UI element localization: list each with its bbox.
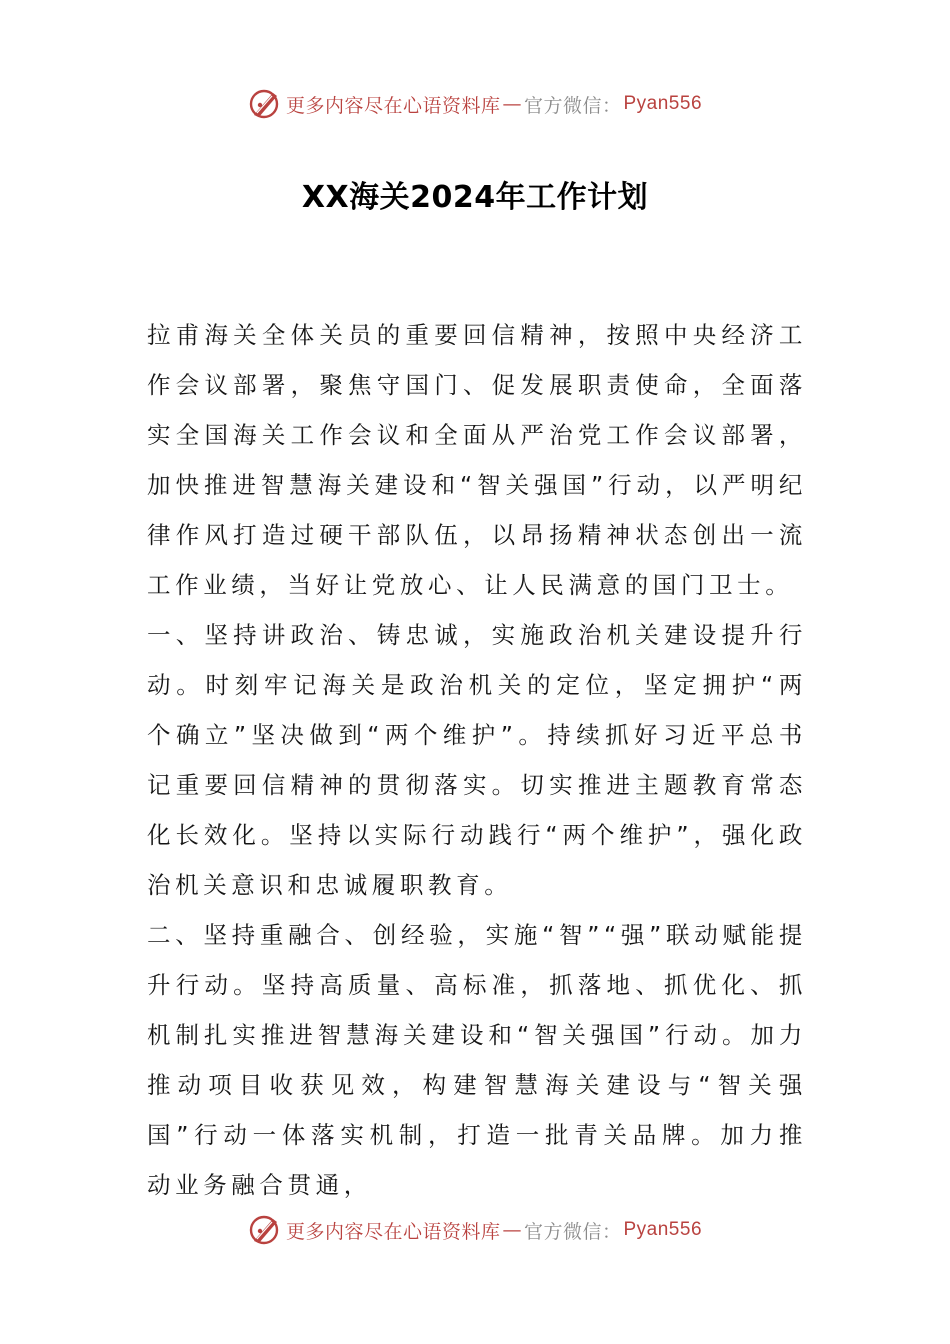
document-title: XX海关2024年工作计划 xyxy=(301,180,649,215)
paragraph-intro: 拉甫海关全体关员的重要回信精神，按照中央经济工作会议部署，聚焦守国门、促发展职责使命，全面落实全国海关工作会议和全面从严治党工作会议部署，加快推进智慧海关建设和“智关强国”行动，以严明纪律作风打造过硬干部队伍，以昂扬精神状态创出一流工作业绩，当好让党放心、让人民满意的国门卫士。 xyxy=(147,321,807,599)
watermark-separator: — xyxy=(502,93,522,115)
paragraph-section-2: 二、坚持重融合、创经验，实施“智”“强”联动赋能提升行动。坚持高质量、高标准，抓落地、抓优化、抓机制扎实推进智慧海关建设和“智关强国”行动。加力推动项目收获见效，构建智慧海关建设与“智关强国”行动一体落实机制，打造一批青关品牌。加力推动业务融合贯通， xyxy=(147,921,807,1199)
header-watermark xyxy=(0,84,950,124)
paragraph-section-1: 一、坚持讲政治、铸忠诚，实施政治机关建设提升行动。时刻牢记海关是政治机关的定位，坚定拥护“两个确立”坚决做到“两个维护”。持续抓好习近平总书记重要回信精神的贯彻落实。切实推进主题教育常态化长效化。坚持以实际行动践行“两个维护”，强化政治机关意识和忠诚履职教育。 xyxy=(147,621,807,899)
watermark-text: 更多内容尽在心语资料库 xyxy=(285,94,501,117)
watermark-separator: — xyxy=(502,1219,522,1241)
quill-logo-icon xyxy=(248,1213,282,1247)
watermark-official-label: 官方微信： xyxy=(523,1220,622,1243)
watermark-text: 更多内容尽在心语资料库 xyxy=(285,1220,501,1243)
footer-watermark xyxy=(0,1210,950,1250)
watermark-official-label: 官方微信： xyxy=(523,94,622,117)
watermark-wechat-id: Pyan556 xyxy=(623,93,703,114)
watermark-wechat-id: Pyan556 xyxy=(623,1219,703,1240)
document-body xyxy=(147,310,807,1210)
quill-logo-icon xyxy=(248,87,282,121)
